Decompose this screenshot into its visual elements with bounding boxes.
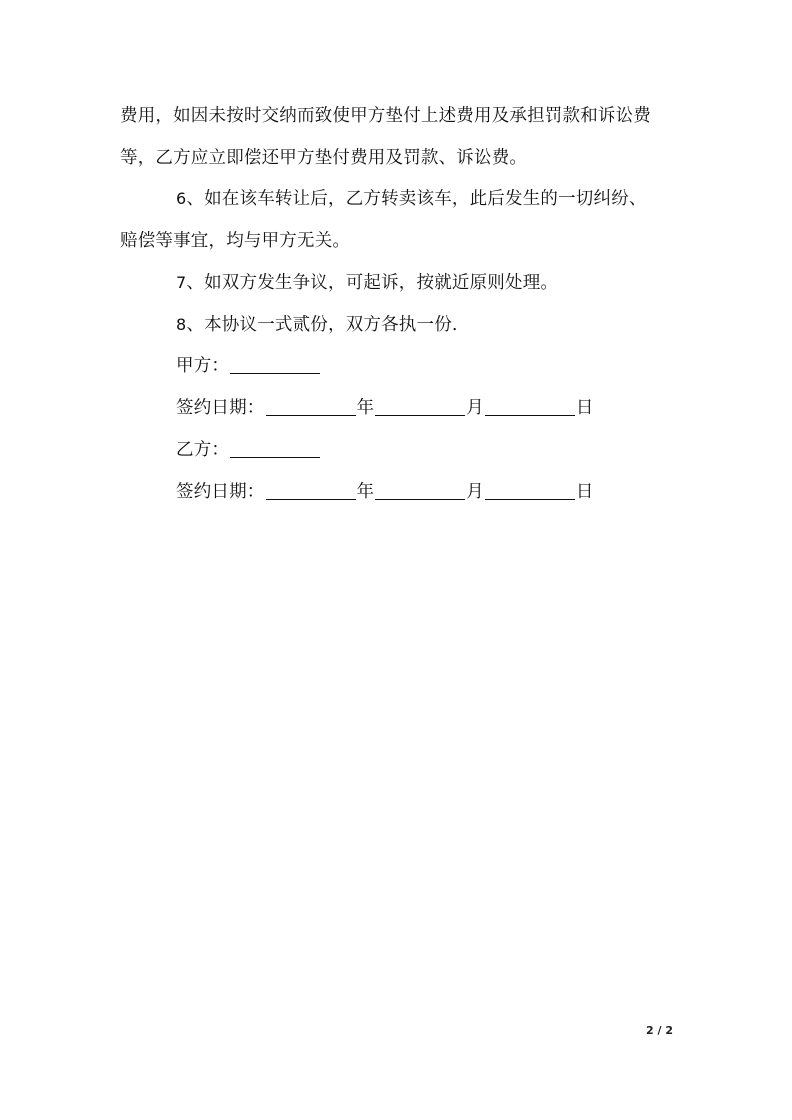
clause-text: 、如在该车转让后，乙方转卖该车，此后发生的一切纠纷、	[186, 189, 647, 209]
party-a-label: 甲方：	[176, 356, 230, 376]
paragraph-line	[120, 146, 527, 170]
party-a-signature	[176, 354, 321, 378]
date-label: 签约日期：	[176, 482, 265, 502]
day-label: 日	[575, 482, 594, 502]
party-b-label: 乙方：	[176, 440, 230, 460]
signing-date-a	[176, 396, 594, 420]
year-label: 年	[356, 482, 375, 502]
day-blank[interactable]	[485, 397, 575, 416]
clause-number: 8	[176, 315, 187, 334]
clause-text: 赔偿等事宜，均与甲方无关。	[120, 231, 351, 251]
clause-number: 7	[176, 273, 187, 292]
signing-date-b	[176, 480, 594, 504]
paragraph-text: 等，乙方应立即偿还甲方垫付费用及罚款、诉讼费。	[120, 148, 528, 168]
clause-text: 、如双方发生争议，可起诉，按就近原则处理。	[186, 273, 559, 293]
month-blank[interactable]	[375, 481, 465, 500]
date-label: 签约日期：	[176, 398, 265, 418]
year-label: 年	[356, 398, 375, 418]
day-blank[interactable]	[485, 481, 575, 500]
clause-7	[176, 271, 558, 295]
month-label: 月	[466, 398, 484, 418]
party-b-blank[interactable]	[230, 439, 320, 458]
year-blank[interactable]	[266, 481, 356, 500]
clause-6	[176, 187, 647, 211]
clause-number: 6	[176, 189, 187, 208]
year-blank[interactable]	[266, 397, 356, 416]
clause-8	[176, 313, 458, 337]
month-blank[interactable]	[375, 397, 465, 416]
party-a-blank[interactable]	[230, 355, 320, 374]
month-label: 月	[466, 482, 484, 502]
day-label: 日	[575, 398, 594, 418]
paragraph-line	[120, 229, 350, 253]
page-number: 2 / 2	[646, 1024, 673, 1037]
paragraph-text: 费用，如因未按时交纳而致使甲方垫付上述费用及承担罚款和诉讼费	[120, 106, 651, 126]
paragraph-line	[120, 104, 651, 128]
party-b-signature	[176, 438, 321, 462]
clause-text: 、本协议一式贰份，双方各执一份.	[186, 315, 458, 335]
